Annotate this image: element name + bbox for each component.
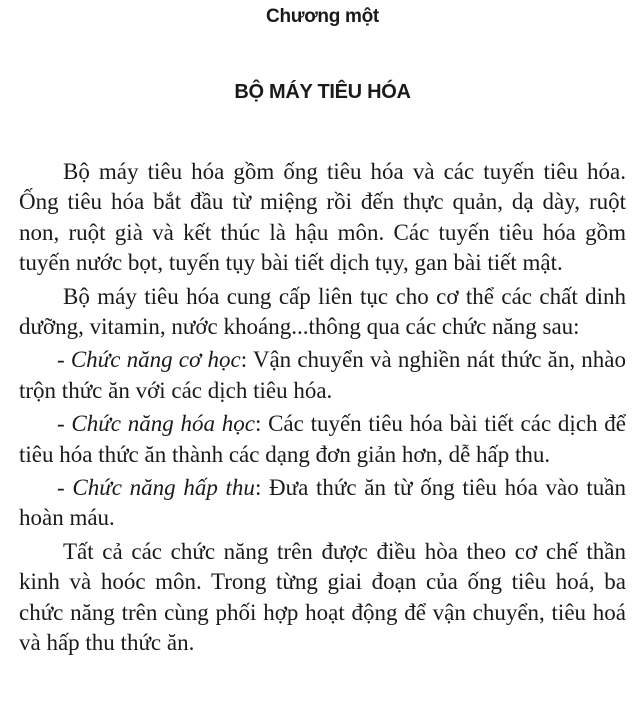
function-term: Chức năng hóa học	[71, 411, 255, 437]
list-dash: -	[57, 347, 71, 373]
function-description: : Các tuyến tiêu hóa bài tiết các dịch để tiêu hóa thức ăn thành các dạng đơn giản hơn, dễ hấp thu.	[19, 411, 626, 467]
function-term: Chức năng cơ học	[70, 347, 241, 373]
body-text	[19, 157, 626, 659]
paragraph-conclusion: Tất cả các chức năng trên được điều hòa theo cơ chế thần kinh và hoóc môn. Trong từng giai đoạn của ống tiêu hoá, ba chức năng trên cùng phối hợp hoạt động để vận chuyển, tiêu hoá và hấp thu thức ăn.	[19, 538, 626, 656]
chapter-title: BỘ MÁY TIÊU HÓA	[234, 81, 411, 103]
function-item-absorption	[19, 473, 626, 534]
chapter-label: Chương một	[266, 6, 379, 27]
list-dash: -	[57, 411, 72, 437]
function-item-mechanical	[19, 345, 626, 406]
function-description: : Đưa thức ăn từ ống tiêu hóa vào tuần hoàn máu.	[19, 475, 626, 531]
function-description: : Vận chuyển và nghiền nát thức ăn, nhào trộn thức ăn với các dịch tiêu hóa.	[19, 347, 626, 403]
function-item-chemical	[19, 409, 626, 470]
list-dash: -	[57, 475, 73, 501]
function-term: Chức năng hấp thu	[72, 475, 255, 501]
paragraph-functions-intro: Bộ máy tiêu hóa cung cấp liên tục cho cơ thể các chất dinh dưỡng, vitamin, nước khoáng...thông qua các chức năng sau:	[19, 283, 626, 340]
paragraph-intro: Bộ máy tiêu hóa gồm ống tiêu hóa và các tuyến tiêu hóa. Ống tiêu hóa bắt đầu từ miệng rồi đến thực quản, dạ dày, ruột non, ruột già và kết thúc là hậu môn. Các tuyến tiêu hóa gồm tuyến nước bọt, tuyến tụy bài tiết dịch tụy, gan bài tiết mật.	[19, 159, 626, 276]
